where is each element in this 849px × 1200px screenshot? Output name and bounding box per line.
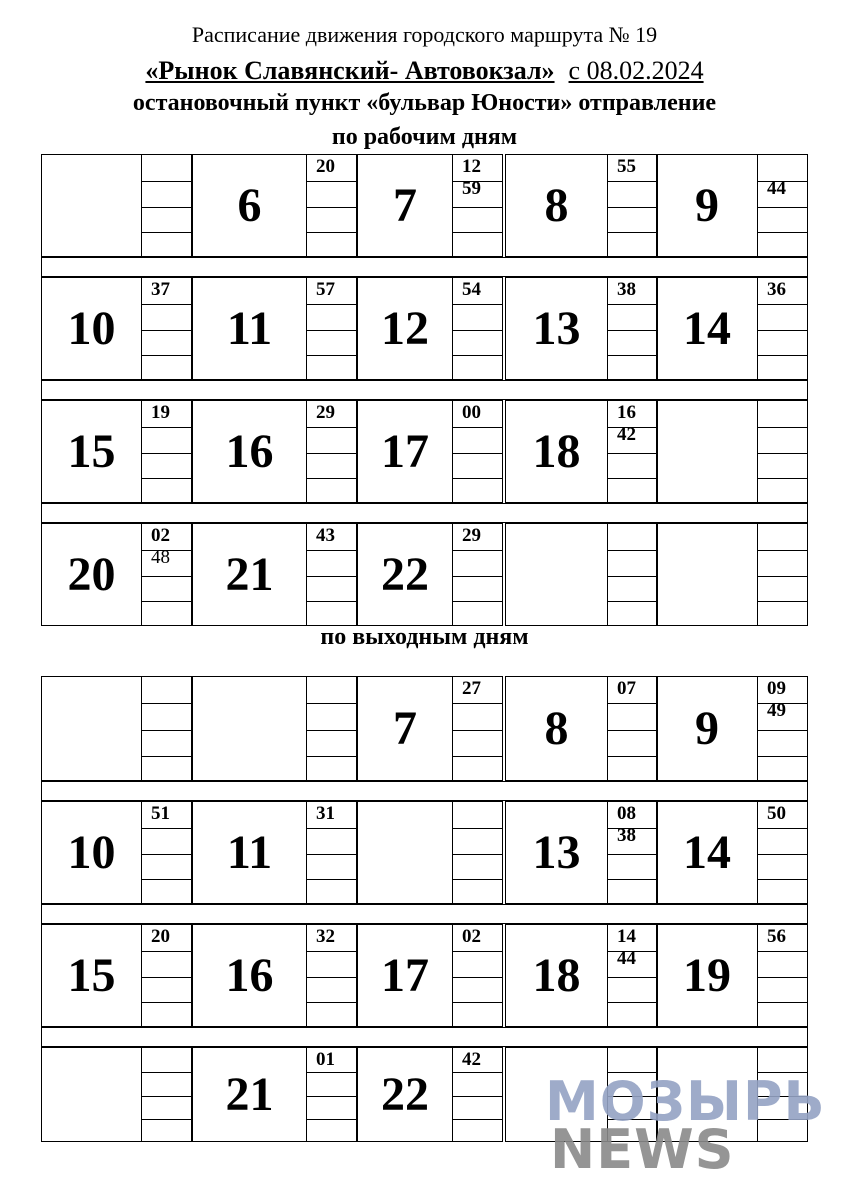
hour-cell: 18 [505, 400, 608, 503]
minutes-rule [758, 355, 807, 356]
minutes-rule [608, 879, 657, 880]
schedule-row [41, 801, 808, 904]
minutes-cell [607, 154, 658, 257]
minutes-cell [141, 523, 192, 626]
hour-cell [505, 523, 608, 626]
departure-minute: 31 [316, 803, 335, 824]
minutes-cell [141, 924, 192, 1027]
schedule-row [41, 277, 808, 380]
minutes-rule [758, 977, 807, 978]
departure-minute: 38 [617, 825, 636, 846]
minutes-rule [142, 977, 191, 978]
hour-cell: 10 [41, 801, 142, 904]
minutes-rule [307, 181, 356, 182]
minutes-rule [307, 1072, 356, 1073]
minutes-rule [453, 330, 502, 331]
row-separator [41, 503, 808, 523]
minutes-rule [453, 756, 502, 757]
minutes-cell [757, 924, 808, 1027]
hour-cell: 18 [505, 924, 608, 1027]
hour-cell: 22 [357, 1047, 453, 1142]
effective-date: с 08.02.2024 [568, 56, 704, 85]
route-name: «Рынок Славянский- Автовокзал» [145, 56, 555, 85]
departure-minute: 02 [151, 525, 170, 546]
departure-minute: 12 [462, 156, 481, 177]
hour-cell [656, 400, 758, 503]
hour-cell [41, 1047, 142, 1142]
minutes-rule [758, 232, 807, 233]
schedule-heading: Расписание движения городского маршрута № 19 [191, 22, 658, 47]
minutes-cell [452, 277, 503, 380]
minutes-rule [758, 756, 807, 757]
minutes-rule [307, 207, 356, 208]
departure-minute: 29 [462, 525, 481, 546]
minutes-rule [453, 977, 502, 978]
minutes-rule [608, 181, 657, 182]
departure-minute: 14 [617, 926, 636, 947]
minutes-rule [453, 1119, 502, 1120]
hour-cell: 6 [192, 154, 307, 257]
hour-cell: 13 [505, 801, 608, 904]
departure-minute: 20 [316, 156, 335, 177]
minutes-rule [758, 601, 807, 602]
minutes-cell [306, 523, 357, 626]
row-separator [41, 380, 808, 400]
minutes-cell [607, 801, 658, 904]
hour-cell: 8 [505, 154, 608, 257]
row-separator [41, 781, 808, 801]
departure-minute: 42 [462, 1049, 481, 1070]
section-title-workdays: по рабочим дням [331, 124, 518, 150]
minutes-cell [452, 924, 503, 1027]
minutes-rule [142, 304, 191, 305]
minutes-rule [142, 1002, 191, 1003]
hour-cell: 9 [656, 154, 758, 257]
minutes-rule [142, 703, 191, 704]
minutes-rule [758, 550, 807, 551]
minutes-rule [307, 304, 356, 305]
watermark-logo-line2: NEWS [550, 1118, 735, 1181]
minutes-rule [758, 330, 807, 331]
minutes-rule [453, 576, 502, 577]
hour-cell [41, 676, 142, 781]
minutes-rule [608, 854, 657, 855]
minutes-rule [758, 1002, 807, 1003]
minutes-rule [608, 453, 657, 454]
departure-minute: 50 [767, 803, 786, 824]
row-separator [41, 1027, 808, 1047]
minutes-rule [608, 478, 657, 479]
minutes-rule [453, 478, 502, 479]
minutes-rule [142, 854, 191, 855]
minutes-rule [608, 207, 657, 208]
minutes-rule [758, 304, 807, 305]
minutes-cell [757, 277, 808, 380]
schedule-row [41, 523, 808, 626]
minutes-rule [142, 232, 191, 233]
hour-cell [357, 801, 453, 904]
hour-cell: 17 [357, 400, 453, 503]
minutes-cell [306, 1047, 357, 1142]
minutes-cell [141, 801, 192, 904]
route-line [0, 56, 849, 86]
hour-cell: 7 [357, 154, 453, 257]
departure-minute: 27 [462, 678, 481, 699]
minutes-rule [453, 1072, 502, 1073]
departure-minute: 48 [151, 547, 170, 568]
minutes-cell [757, 801, 808, 904]
hour-cell: 15 [41, 924, 142, 1027]
minutes-rule [453, 207, 502, 208]
minutes-rule [307, 478, 356, 479]
minutes-rule [758, 427, 807, 428]
minutes-rule [758, 854, 807, 855]
minutes-rule [608, 703, 657, 704]
hour-cell: 7 [357, 676, 453, 781]
minutes-cell [607, 523, 658, 626]
departure-minute: 37 [151, 279, 170, 300]
minutes-rule [453, 232, 502, 233]
hour-cell: 22 [357, 523, 453, 626]
minutes-rule [453, 1002, 502, 1003]
minutes-rule [608, 1002, 657, 1003]
hour-cell: 11 [192, 801, 307, 904]
minutes-rule [142, 181, 191, 182]
minutes-rule [142, 879, 191, 880]
hour-cell: 13 [505, 277, 608, 380]
minutes-rule [307, 355, 356, 356]
minutes-rule [307, 1002, 356, 1003]
minutes-rule [307, 232, 356, 233]
minutes-rule [142, 453, 191, 454]
minutes-rule [758, 576, 807, 577]
departure-minute: 07 [617, 678, 636, 699]
schedule-row [41, 924, 808, 1027]
departure-minute: 36 [767, 279, 786, 300]
departure-minute: 44 [617, 948, 636, 969]
minutes-rule [142, 828, 191, 829]
minutes-cell [607, 924, 658, 1027]
minutes-rule [608, 330, 657, 331]
minutes-rule [453, 1096, 502, 1097]
departure-minute: 20 [151, 926, 170, 947]
schedule-row [41, 676, 808, 781]
minutes-cell [452, 400, 503, 503]
minutes-rule [307, 730, 356, 731]
minutes-rule [142, 330, 191, 331]
departure-minute: 09 [767, 678, 786, 699]
minutes-rule [453, 601, 502, 602]
minutes-rule [608, 550, 657, 551]
watermark-logo-line1: МОЗЫРЬ [545, 1070, 826, 1133]
hour-cell [41, 154, 142, 257]
minutes-rule [453, 550, 502, 551]
minutes-rule [758, 951, 807, 952]
minutes-rule [758, 453, 807, 454]
departure-minute: 43 [316, 525, 335, 546]
minutes-rule [142, 478, 191, 479]
minutes-cell [757, 523, 808, 626]
minutes-rule [758, 828, 807, 829]
minutes-rule [453, 951, 502, 952]
minutes-cell [607, 277, 658, 380]
minutes-rule [142, 756, 191, 757]
minutes-rule [758, 478, 807, 479]
departure-minute: 42 [617, 424, 636, 445]
hour-cell: 14 [656, 801, 758, 904]
hour-cell: 14 [656, 277, 758, 380]
departure-minute: 01 [316, 1049, 335, 1070]
departure-minute: 56 [767, 926, 786, 947]
departure-minute: 19 [151, 402, 170, 423]
minutes-cell [306, 801, 357, 904]
departure-minute: 38 [617, 279, 636, 300]
minutes-cell [757, 400, 808, 503]
departure-minute: 55 [617, 156, 636, 177]
minutes-rule [307, 330, 356, 331]
departure-minute: 51 [151, 803, 170, 824]
hour-cell: 15 [41, 400, 142, 503]
departure-minute: 59 [462, 178, 481, 199]
minutes-rule [307, 879, 356, 880]
minutes-rule [608, 730, 657, 731]
hour-cell: 21 [192, 523, 307, 626]
hour-cell [656, 523, 758, 626]
minutes-rule [142, 601, 191, 602]
minutes-rule [758, 879, 807, 880]
minutes-rule [453, 703, 502, 704]
minutes-rule [453, 355, 502, 356]
row-separator [41, 904, 808, 924]
minutes-rule [307, 951, 356, 952]
minutes-cell [452, 523, 503, 626]
minutes-cell [306, 154, 357, 257]
minutes-rule [142, 355, 191, 356]
hour-cell: 12 [357, 277, 453, 380]
departure-minute: 32 [316, 926, 335, 947]
minutes-rule [307, 427, 356, 428]
minutes-rule [608, 355, 657, 356]
departure-minute: 54 [462, 279, 481, 300]
minutes-rule [608, 756, 657, 757]
minutes-cell [607, 676, 658, 781]
minutes-cell [757, 676, 808, 781]
departure-minute: 44 [767, 178, 786, 199]
minutes-rule [758, 207, 807, 208]
minutes-rule [307, 977, 356, 978]
minutes-rule [307, 1119, 356, 1120]
hour-cell: 8 [505, 676, 608, 781]
hour-cell: 20 [41, 523, 142, 626]
hour-cell: 19 [656, 924, 758, 1027]
minutes-rule [453, 879, 502, 880]
minutes-cell [141, 154, 192, 257]
departure-minute: 29 [316, 402, 335, 423]
minutes-rule [453, 730, 502, 731]
minutes-rule [142, 1119, 191, 1120]
minutes-cell [757, 154, 808, 257]
minutes-rule [608, 232, 657, 233]
minutes-cell [141, 676, 192, 781]
hour-cell: 11 [192, 277, 307, 380]
hour-cell: 10 [41, 277, 142, 380]
hour-cell [192, 676, 307, 781]
minutes-rule [307, 576, 356, 577]
stop-name: остановочный пункт «бульвар Юности» отправление [132, 90, 717, 116]
minutes-rule [142, 730, 191, 731]
departure-minute: 00 [462, 402, 481, 423]
minutes-cell [452, 801, 503, 904]
minutes-rule [307, 550, 356, 551]
minutes-rule [608, 304, 657, 305]
hour-cell: 16 [192, 400, 307, 503]
minutes-rule [142, 1096, 191, 1097]
minutes-cell [452, 676, 503, 781]
minutes-rule [453, 828, 502, 829]
minutes-rule [142, 427, 191, 428]
departure-minute: 02 [462, 926, 481, 947]
minutes-rule [307, 854, 356, 855]
hour-cell: 21 [192, 1047, 307, 1142]
departure-minute: 57 [316, 279, 335, 300]
minutes-rule [307, 1096, 356, 1097]
minutes-cell [607, 400, 658, 503]
minutes-rule [307, 453, 356, 454]
hour-cell: 17 [357, 924, 453, 1027]
minutes-rule [142, 951, 191, 952]
minutes-rule [307, 828, 356, 829]
hour-cell: 16 [192, 924, 307, 1027]
minutes-rule [307, 703, 356, 704]
minutes-cell [452, 1047, 503, 1142]
minutes-cell [306, 924, 357, 1027]
minutes-cell [452, 154, 503, 257]
minutes-cell [306, 277, 357, 380]
minutes-rule [307, 601, 356, 602]
minutes-cell [306, 400, 357, 503]
minutes-cell [141, 1047, 192, 1142]
minutes-rule [142, 576, 191, 577]
schedule-row [41, 400, 808, 503]
departure-minute: 49 [767, 700, 786, 721]
minutes-cell [306, 676, 357, 781]
minutes-cell [141, 400, 192, 503]
minutes-cell [141, 277, 192, 380]
departure-minute: 08 [617, 803, 636, 824]
minutes-rule [142, 1072, 191, 1073]
row-separator [41, 257, 808, 277]
minutes-rule [608, 601, 657, 602]
section-title-weekends: по выходным дням [320, 624, 529, 650]
minutes-rule [453, 453, 502, 454]
schedule-row [41, 154, 808, 257]
minutes-rule [307, 756, 356, 757]
minutes-rule [453, 854, 502, 855]
hour-cell: 9 [656, 676, 758, 781]
minutes-rule [453, 427, 502, 428]
minutes-rule [758, 730, 807, 731]
departure-minute: 16 [617, 402, 636, 423]
minutes-rule [608, 576, 657, 577]
minutes-rule [608, 977, 657, 978]
minutes-rule [142, 207, 191, 208]
minutes-rule [453, 304, 502, 305]
